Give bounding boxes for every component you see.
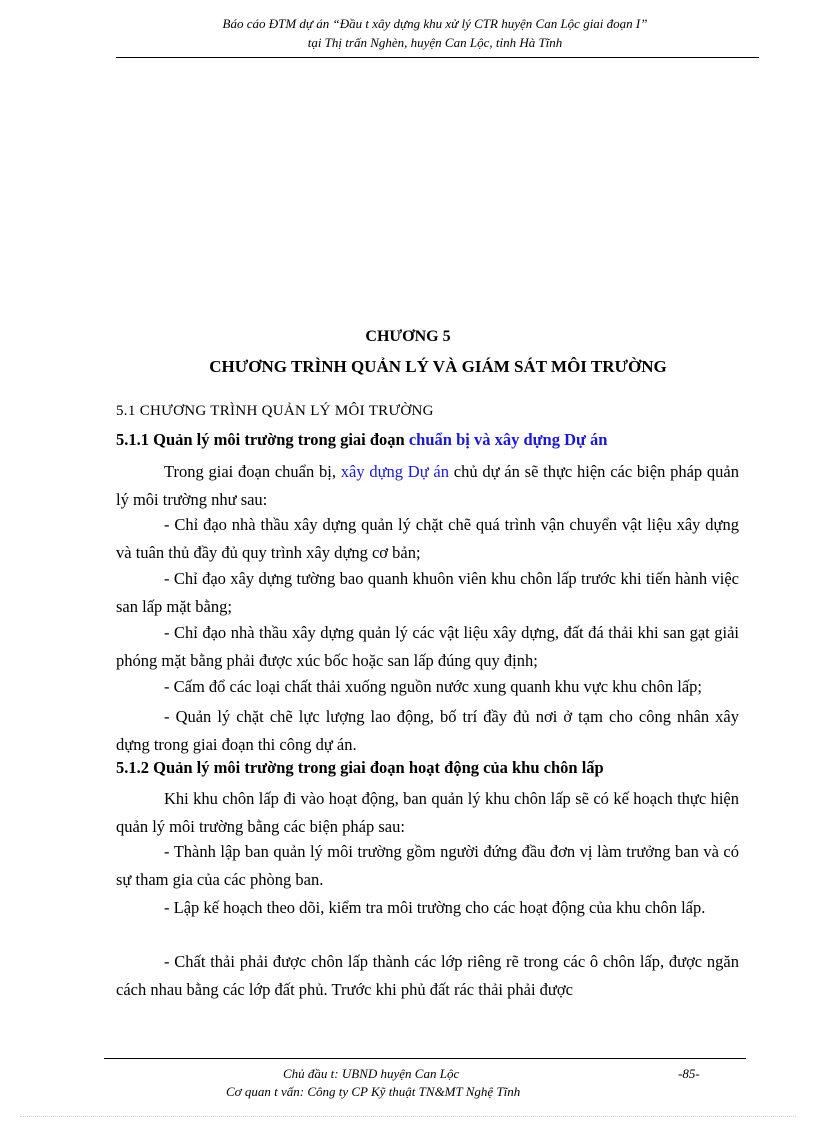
paragraph-text: Trong giai đoạn chuẩn bị, bbox=[164, 462, 341, 481]
list-item: - Chất thải phải được chôn lấp thành các lớp riêng rẽ trong các ô chôn lấp, được ngăn cách nhau bằng các lớp đất phủ. Trước khi phủ đất rác thải phải được bbox=[116, 952, 739, 999]
subsection-heading-5-1-2: 5.1.2 Quản lý môi trường trong giai đoạn hoạt động của khu chôn lấp bbox=[116, 758, 604, 777]
footer-owner: Chủ đầu t: UBND huyện Can Lộc bbox=[283, 1066, 460, 1081]
list-item: - Chỉ đạo nhà thầu xây dựng quản lý chặt chẽ quá trình vận chuyển vật liệu xây dựng và tuân thủ đầy đủ quy trình xây dựng cơ bản; bbox=[116, 515, 739, 562]
section-heading-5-1: 5.1 CHƯƠNG TRÌNH QUẢN LÝ MÔI TRƯỜNG bbox=[116, 403, 434, 419]
paragraph-text: chủ dự án sẽ thực hiện các biện pháp quản lý môi trường như sau: bbox=[116, 462, 740, 509]
list-item: - Lập kế hoạch theo dõi, kiểm tra môi trường cho các hoạt động của khu chôn lấp. bbox=[164, 898, 706, 917]
list-item: - Quản lý chặt chẽ lực lượng lao động, bố trí đầy đủ nơi ở tạm cho công nhân xây dựng trong giai đoạn thi công dự án. bbox=[116, 707, 739, 754]
subsection-heading-5-1-1 bbox=[116, 430, 607, 450]
subsection-heading-link[interactable]: chuẩn bị và xây dựng Dự án bbox=[408, 430, 608, 449]
list-item: - Thành lập ban quản lý môi trường gồm người đứng đầu đơn vị làm trưởng ban và có sự tham gia của các phòng ban. bbox=[116, 842, 739, 889]
chapter-number: CHƯƠNG 5 bbox=[365, 328, 451, 345]
paragraph-intro-preparation bbox=[116, 458, 739, 514]
subsection-heading-text: 5.1.1 Quản lý môi trường trong giai đoạn bbox=[116, 430, 409, 449]
paragraph-intro-operation: Khi khu chôn lấp đi vào hoạt động, ban quản lý khu chôn lấp sẽ có kế hoạch thực hiện quản lý môi trường bằng các biện pháp sau: bbox=[116, 789, 739, 836]
footer-divider bbox=[104, 1058, 746, 1059]
bottom-border bbox=[20, 1116, 796, 1117]
list-item: - Chỉ đạo xây dựng tường bao quanh khuôn viên khu chôn lấp trước khi tiến hành việc san lấp mặt bằng; bbox=[116, 569, 739, 616]
header-line-1: Báo cáo ĐTM dự án “Đầu t xây dựng khu xử lý CTR huyện Can Lộc giai đoạn I” bbox=[222, 16, 648, 31]
header-divider bbox=[116, 57, 759, 58]
chapter-title: CHƯƠNG TRÌNH QUẢN LÝ VÀ GIÁM SÁT MÔI TRƯỜNG bbox=[209, 357, 667, 376]
header-line-2: tại Thị trấn Nghèn, huyện Can Lộc, tỉnh Hà Tĩnh bbox=[307, 35, 563, 50]
footer-consultant: Cơ quan t vấn: Công ty CP Kỹ thuật TN&MT Nghệ Tĩnh bbox=[226, 1084, 521, 1099]
paragraph-link[interactable]: xây dựng Dự án bbox=[340, 462, 449, 481]
list-item: - Chỉ đạo nhà thầu xây dựng quản lý các vật liệu xây dựng, đất đá thải khi san gạt giải phóng mặt bằng phải được xúc bốc hoặc san lấp đúng quy định; bbox=[116, 623, 739, 670]
page-header bbox=[110, 14, 760, 52]
list-item: - Cấm đổ các loại chất thải xuống nguồn nước xung quanh khu vực khu chôn lấp; bbox=[164, 677, 702, 696]
page-number: -85- bbox=[678, 1066, 700, 1081]
